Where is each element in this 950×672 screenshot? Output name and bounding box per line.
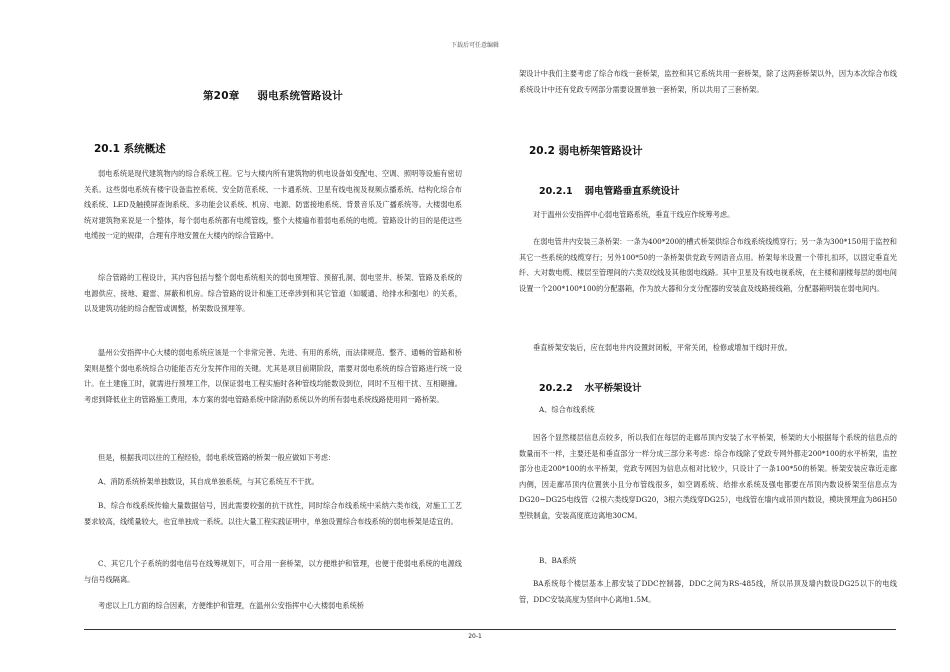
paragraph-ba-system: BA系统每个楼层基本上都安装了DDC控制器，DDC之间为RS-485线，所以吊顶及墙内数设DG25以下的电线管，DDC安装高度为竖向中心离地1.5M。 xyxy=(519,579,897,604)
paragraph-vertical-intro: 对于温州公安指挥中心弱电管路系统，垂直干线应作统筹考虑。 xyxy=(533,210,735,219)
section-20-2-heading xyxy=(529,143,643,158)
paragraph-bridge-continuation: 架设计中我们主要考虑了综合布线一套桥架，监控和其它系统共用一套桥架，除了这两套桥架以外，因为本次综合布线系统设计中还有党政专网部分需要设置单独一套桥架，所以共用了三套桥架。 xyxy=(519,69,897,94)
paragraph-experience: 但是，根据我司以往的工程经验，弱电系统管路的桥架一般应做如下考虑： xyxy=(98,453,336,462)
subsection-title: 水平桥架设计 xyxy=(584,383,642,394)
section-20-2-1-heading xyxy=(539,183,680,197)
subheading-cabling: A、综合布线系统 xyxy=(539,405,595,414)
header-note: 下载后可任意编辑 xyxy=(450,42,499,49)
section-title: 系统概述 xyxy=(123,143,166,155)
section-20-1-heading xyxy=(94,141,166,156)
chapter-title: 弱电系统管路设计 xyxy=(257,90,344,102)
subsection-title: 弱电管路垂直系统设计 xyxy=(584,186,680,197)
footer-divider xyxy=(84,629,896,630)
paragraph-overview: 弱电系统是现代建筑物内的综合系统工程。它与大楼内所有建筑物的机电设备如变配电、空调、照明等设施有密切关系。这些弱电系统有楼宇设备监控系统、安全防范系统、一卡通系统、卫星有线电视及视频点播系统、结构化综合布线系统、LED及触摸屏查询系统、多功能会议系统、机房、电源、防雷接地系统、背景音乐及广播系统等。大楼弱电系统对建筑物来说是一个整体，每个弱电系统都有电缆管线，整个大楼遍布着弱电系统的电缆。管路设计的目的是使这些电缆按一定的规律，合理有序地安置在大楼内的综合管路中。 xyxy=(84,169,462,241)
section-title: 弱电桥架管路设计 xyxy=(558,145,643,157)
paragraph-wenzhou-center: 温州公安指挥中心大楼的弱电系统应该是一个非常完善、先进、有用的系统，而法律规范、整齐、通畅的管路和桥架则是整个弱电系统综合功能能否充分发挥作用的关键。尤其是项目前期阶段，需要对弱电系统的综合管路进行统一设计。在土建施工时，就需进行预埋工作，以保证弱电工程实施时各种管线均能数设到位，同时不互相干扰、互相砸撞。考虑到降低业主的管路施工费用，本方案的弱电管路系统中除消防系统以外的所有弱电系统线路使用同一路桥架。 xyxy=(84,348,462,404)
section-number: 20.2 xyxy=(529,145,555,157)
chapter-heading xyxy=(84,88,462,103)
section-number: 20.1 xyxy=(94,143,120,155)
paragraph-conclusion: 考虑以上几方面的综合因素，方便维护和管理，在温州公安指挥中心大楼弱电系统桥 xyxy=(98,601,364,610)
subsection-number: 20.2.1 xyxy=(539,186,573,197)
paragraph-item-b: B、综合布线系统传输大量数据信号，因此需要较强的抗干扰性，同时综合布线系统中采纳六类布线，对施工工艺要求较高，线缆量较大，也宜单独成一系统。以往大量工程实践证明中，单独设置综合布线系统的弱电桥架是适宜的。 xyxy=(84,501,462,526)
paragraph-vertical-trays: 在弱电管井内安装三条桥架：一条为400*200的槽式桥架供综合布线系统线缆穿行；另一条为300*150用于监控和其它一些系统的线缆穿行；另外100*50的一条桥架供党政专网语音点用。桥架每米设置一个带扎扣环，以固定垂直光纤、大对数电缆、楼层至管理间的六类双绞线及其他弱电线路。其中卫星及有线电视系统，在主楼和副楼每层的弱电间设置一个200*100*100的分配器箱，作为放大器和分支分配器的安装盒及线路接线箱，分配器箱明装在弱电间内。 xyxy=(519,237,897,293)
paragraph-vertical-closure: 垂直桥架安装后，应在弱电井内设置封闭板，平常关闭，检修或增加干线时开放。 xyxy=(533,343,792,352)
paragraph-item-c: C、其它几个子系统的弱电信号在线筹规划下，可合用一套桥架，以方便维护和管理，也便于使弱电系统的电源线与信号线隔离。 xyxy=(84,559,462,584)
subheading-ba: B、BA系统 xyxy=(539,556,577,565)
paragraph-pipeline-design: 综合管路的工程设计，其内容包括与整个弱电系统相关的弱电预埋管、预留孔洞、弱电竖井、桥架、管路及系统的电源供应、接地、避雷、屏蔽和机房。综合管路的设计和施工还牵涉到和其它管道（如暖通、给排水和强电）的关系，以及建筑功能的综合配管或调整，桥架数设预埋等。 xyxy=(84,273,462,314)
page-number: 20-1 xyxy=(468,633,482,640)
subsection-number: 20.2.2 xyxy=(539,383,573,394)
section-20-2-2-heading xyxy=(539,380,642,394)
paragraph-item-a: A、消防系统桥架单独数设，其自成单独系统，与其它系统互不干扰。 xyxy=(98,477,319,486)
chapter-number: 第20章 xyxy=(202,90,240,102)
paragraph-horizontal-trays: 因各个显然楼层信息点较多，所以我们在每层的走廊吊顶内安装了水平桥架，桥架的大小根据每个系统的信息点的数量而不一样，主要还是和垂直部分一样分成三部分来考虑：综合布线除了党政专网外都走200*100的水平桥架，监控部分也走200*100的水平桥架，党政专网因为信息点相对比较少，只设计了一条100*50的桥架。桥架安装应靠近走廊内侧，因走廊吊顶内位置狭小且分布管线很多，如空调系统、给排水系统及强电都要在吊顶内数设桥架至信息点为DG20~DG25电线管（2根六类线穿DG20，3根六类线穿DG25），电线管在墙内或吊顶内数设，模块预埋盒为86H50型铁制盒，安装高度底边离地30CM。 xyxy=(519,433,897,520)
